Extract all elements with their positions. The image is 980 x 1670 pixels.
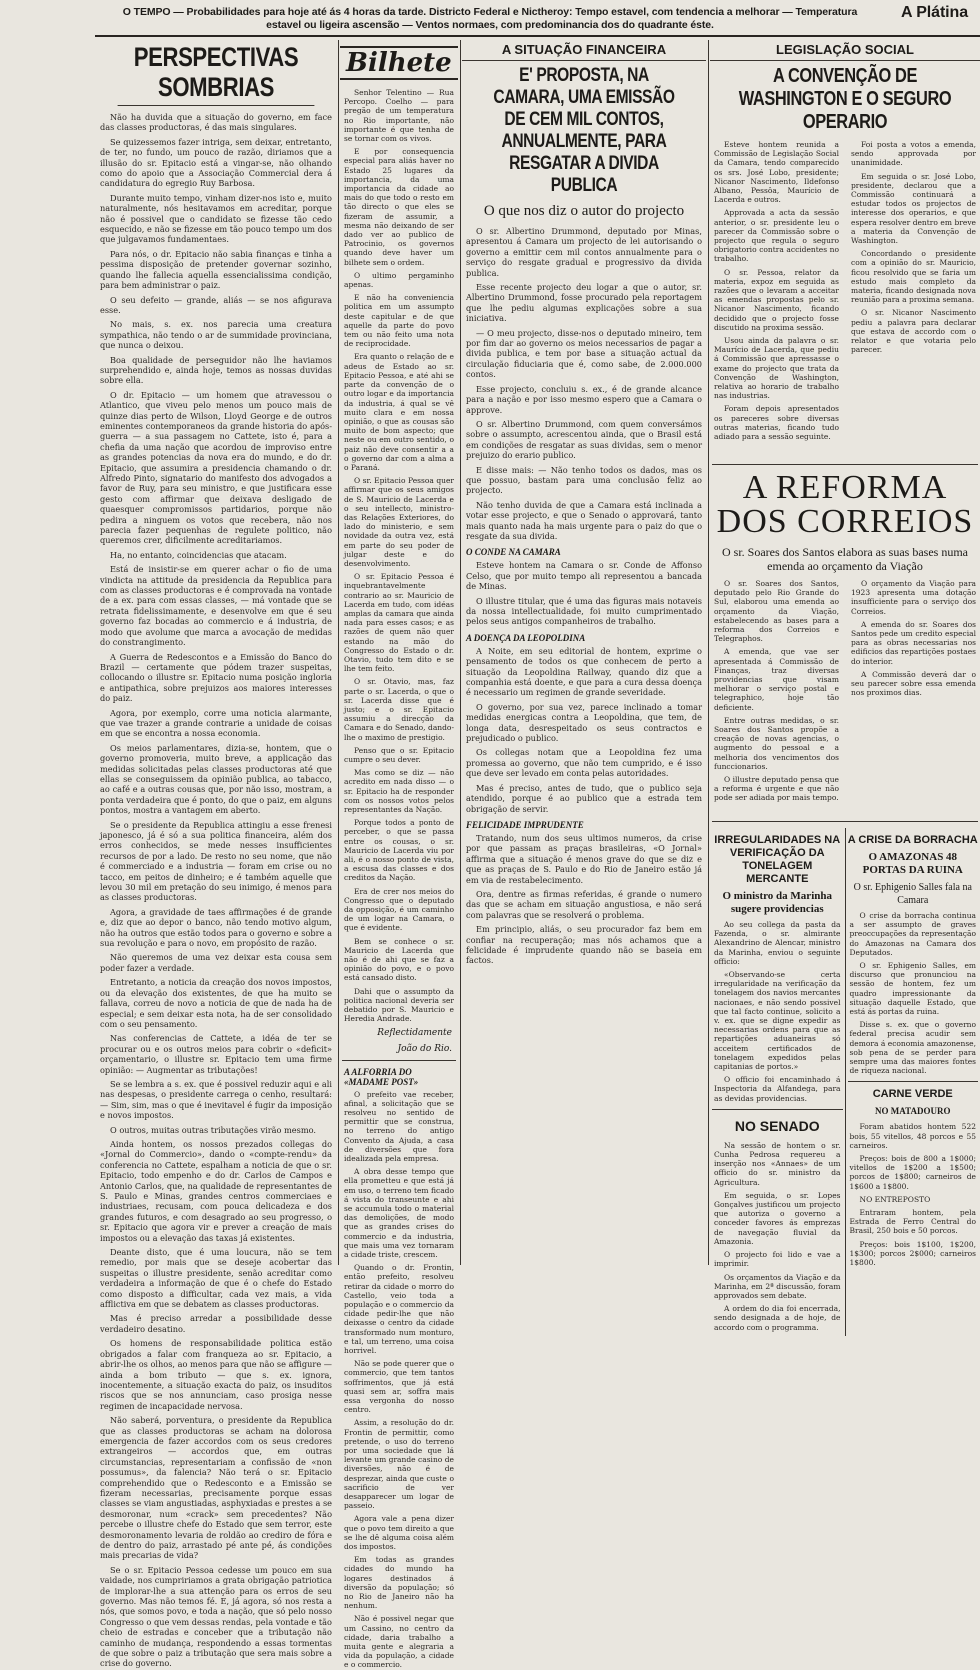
paragraph: Ora, dentre as firmas referidas, é grande o numero das que se acham em situação angustiosa, e não será com palavras que se resolverá o problema.	[466, 889, 702, 920]
box-tonelagem	[710, 828, 846, 1336]
article-senado	[710, 1141, 845, 1332]
headline-reforma-correios: A REFORMA DOS CORREIOS	[710, 471, 980, 539]
paragraph: Em principio, aliás, o seu procurador faz bem em confiar na recuperação; mas nós achamos que a felicidade é imprudente quando não se baseia em factos.	[466, 924, 702, 966]
reforma-left	[710, 579, 843, 815]
title-borracha: A CRISE DA BORRACHA	[848, 834, 979, 847]
washington-left	[710, 140, 843, 458]
paragraph: Não tenho duvida de que a Camara está inclinada a votar esse projecto, e que o Senado o approvará, tanto mais quanto nada ha mais urgente para o paiz do que o resgate da sua divida.	[466, 500, 702, 542]
paragraph: O seu defeito — grande, aliás — se nos afigurava esse.	[100, 295, 332, 316]
headline-emissao: E' PROPOSTA, NA CAMARA, UMA EMISSÃO DE CEM MIL CONTOS, ANNUALMENTE, PARA RESGATAR A DIVIDA PUBLICA	[484, 65, 684, 197]
subhead-autor-projecto: O que nos diz o autor do projecto	[462, 203, 706, 220]
column-divider-3	[708, 40, 709, 1265]
paragraph: Se quizessemos fazer intriga, sem deixar, entretanto, de ter, no fundo, um pouco de razão, diriamos que a illusão do sr. Epitacio está a vingar-se, não olhando como do apoio que a Associação Commercial dera á candidatura do egregio Ruy Barbosa.	[100, 137, 332, 189]
paragraph: Se o presidente da Republica attingiu a esse frenesi japonesco, já é só a sua politica financeira, além dos erros conhecidos, se mede nesses insufficientes recursos de por a lado. De resto no seu nome, que não é commerciado e a industria — foram em crise ou no tacco, em peitos de dinheiro; e é também aquelle que levou 30 mil em pretação do seu inimigo, é menos para as classes productoras.	[100, 820, 332, 903]
paragraph: A Noite, em seu editorial de hontem, exprime o pensamento de todos os que conhecem de perto a situação da Leopoldina Railway, quando diz que a companhia está doente, e que para a cura dessa doença é necessario um regimen de grande severidade.	[466, 646, 702, 698]
paragraph: Em seguida o sr. José Lobo, presidente, declarou que a Commissão continuará a estudar todos os projectos de interesse dos operarios, e que espera resolver dentro em breve a materia da Convenção de Washington.	[851, 172, 976, 246]
section-situacao-financeira: A SITUAÇÃO FINANCEIRA	[462, 40, 706, 61]
bilhete-signature: João do Rio.	[340, 1044, 458, 1054]
weather-bulletin	[0, 6, 980, 36]
top-rule	[95, 35, 980, 37]
paragraph: A Guerra de Redescontos e a Emissão do Banco do Brazil — certamente que pódem trazer suspeitas, collocando o illustre sr. Epitacio numa posição ingloria e antipathica, sobre prejuizos aos maiores interesses do paiz.	[100, 652, 332, 704]
paragraph: Mas é preciso, antes de tudo, que o publico seja atendido, porque é ao publico que a estrada tem obrigação de servir.	[466, 783, 702, 814]
paragraph: Ha, no entanto, coincidencias que atacam.	[100, 550, 332, 560]
paragraph: A emenda, que vae ser apresentada á Commissão de Finanças, traz diversas providencias que visam melhorar o serviço postal e telegraphico, hoje tão deficiente.	[714, 647, 839, 711]
paragraph: Foram depois apresentados os pareceres sobre diversas outras materias, ficando tudo adiado para a sessão seguinte.	[714, 404, 839, 441]
paragraph: O orçamento da Viação para 1923 apresenta uma dotação insufficiente para o serviço dos Correios.	[851, 579, 976, 616]
paragraph: Assim, a resolução do dr. Frontin de permittir, como pretende, o uso do terreno por uma sociedade que lá levante um grande casino de diversões, não é de desprezar, ainda que custe o sacrificio de ver desapparecer um logar de passeio.	[344, 1418, 454, 1510]
paragraph: Não ha duvida que a situação do governo, em face das classes productoras, é das mais singulares.	[100, 112, 332, 133]
paragraph: O sr. Otavio, mas, faz parte o sr. Lacerda, o que o sr. Lacerda disse que é justo; e o sr. Epitacio assumiu a direcção da Camara e do Senado, dando-lhe o maximo de prestigio.	[344, 677, 454, 741]
paragraph: Não queremos de uma vez deixar esta cousa sem poder fazer a verdade.	[100, 952, 332, 973]
paragraph: «Observando-se certa irregularidade na verificação da tonelagem dos navios mercantes nacionaes, e não sendo possivel que tal facto continue, solicito a v. ex. que se digne expedir as necessarias ordens para que as repartições aduaneiras só acceitem certificados de tonelagem expedidos pelas capitanias de portos.»	[714, 970, 841, 1071]
paragraph: Dahi que o assumpto da politica nacional deveria ser debatido por S. Mauricio e Heredia Andrade.	[344, 987, 454, 1024]
paragraph: A Commissão deverá dar o seu parecer sobre essa emenda nos proximos dias.	[851, 670, 976, 698]
paragraph: Esteve hontem reunida a Commissão de Legislação Social da Camara, tendo comparecido os srs. José Lobo, presidente; Nicanor Nascimento, Ildefonso Albano, Pessôa, Maurício de Lacerda e outros.	[714, 140, 839, 204]
article-emissao	[462, 226, 706, 541]
headline-perspectivas: PERSPECTIVAS SOMBRIAS	[118, 42, 315, 106]
washington-right	[847, 140, 980, 458]
paragraph: Era quanto o relação de e adeus de Estado ao sr. Epitacio Pessoa, e até ahi se parte da convenção de o outro logar e da importancia da industria, á qual se vê muito clara e em nossa opinião, o que as cousas são muito de bom aspecto; que neste ou em outro sentido, o paiz não deve consentir a a o governo dar com a alma a o Paraná.	[344, 352, 454, 472]
paragraph: Deante disto, que é uma loucura, não se tem remedio, por mais que se deseje acobertar das suspeitas o illustre presidente, senão acreditar como verdadeira a informação de que é o chefe do Estado como disposto a difficultar, cada vez mais, a vida afflictiva em que se debatem as classes productoras.	[100, 1247, 332, 1309]
paragraph: O sr. Ephigenio Salles, em discurso que pronunciou na sessão de hontem, fez um quadro impressionante da situação daquelle Estado, que está ás portas da ruina.	[850, 961, 977, 1016]
paragraph: Não saberá, porventura, o presidente da Republica que as classes productoras se acham na dolorosa emergencia de fazer accordos com os seus credores extrangeiros — accordos que, em outras circumstancias, representariam a confissão de «non possumus», da falencia? Não terá o sr. Epitacio comprehendido que o Redesconto e a Emissão se fizeram necessarias, precisamente porque essas classes se viam angustiadas, asphyxiadas e prestes a se desmoronar, num «crack» sem precedentes? Não percebe o illustre chefe do Estado que sem terror, este desmoronamento levaria de roldão ao crediro de fóra e de dentro do paiz, arrastado pé ante pé, ás condições mais precarias de vida?	[100, 1415, 332, 1561]
paragraph: Entretanto, a noticia da creação dos novos impostos, ou da elevação dos existentes, de que ha muito se fallava, correu de novo a noticia de que de nada ha de especial; e sem deixar esta nota, ha de ser consolidado com o seu pensamento.	[100, 977, 332, 1029]
paragraph: O governo, por sua vez, parece inclinado a tomar medidas energicas contra a Leopoldina, que tem, de longa data, desrespeitado os seus contractos e prejudicado o publico.	[466, 702, 702, 744]
paragraph: Está de insistir-se em querer achar o fio de uma vindicta na attitude da presidencia da Republica para com as classes productoras e é comprovada na vontade de a ex. para com essas classes, — má vontade que se retrata fidelissimamente, e desenvolve em que é seu governo faz bocadas ao commercio e á industria, de modo que avolume que marca a avocação de medidas do constrangimento.	[100, 564, 332, 647]
paragraph: O illustre deputado pensa que a reforma é urgente e que não pode ser adiada por mais tempo.	[714, 775, 839, 803]
paragraph: O sr. Albertino Drummond, com quem conversámos sobre o assumpto, acrescentou ainda, que o Brasil está em condições de resgatar as suas dividas, sem o menor prejuizo do erario publico.	[466, 419, 702, 461]
paragraph: Quando o dr. Frontin, então prefeito, resolveu retirar da cidade o morro do Castello, veio toda a população e o commercio da cidade pedir-lhe que não deixasse o centro da cidade transformado num monturo, e tal, um terreno, uma coisa horrivel.	[344, 1263, 454, 1355]
paragraph: Agora, por exemplo, corre uma noticia alarmante, que vae trazer a grande contrarie a unidade de coisas em que se encontra a nossa economia.	[100, 708, 332, 739]
paragraph: Durante muito tempo, vinham dizer-nos isto e, muito naturalmente, nós hesitavamos em acreditar, porque não é possivel que o candidato se fizesse tão cedo esquecido, e não se fizesse em tão pouco tempo um dos que julgavamos fundamentaes.	[100, 193, 332, 245]
divider	[712, 821, 978, 822]
paragraph: Os homens de responsabilidade politica estão obrigados a falar com franqueza ao sr. Epitacio, a abrir-lhe os olhos, ao menos para que não se affigure — ainda a bom tributo — que s. ex. ignora, inocentemente, a situação exacta do paiz, os insuditos riscos que se nos annunciam, caso prosiga nesse regimen de incapacidade nervosa.	[100, 1338, 332, 1411]
paragraph: O projecto foi lido e vae a imprimir.	[714, 1250, 841, 1268]
article-leopoldina	[462, 646, 706, 814]
paragraph: Os collegas notam que a Leopoldina fez uma promessa ao governo, que não tem cumprido, e é isso que deve ser levado em conta pelas autoridades.	[466, 747, 702, 778]
subtitle-tonelagem: O ministro da Marinha sugere providencias	[714, 890, 841, 916]
column-legislacao-social	[710, 40, 980, 1265]
paragraph: Bem se conhece o sr. Mauricio de Lacerda que não é de ahi que se faz a opinião do povo, e o povo está cansado disto.	[344, 937, 454, 983]
paragraph: O ultimo pergaminho apenas.	[344, 271, 454, 289]
box-borracha	[846, 828, 980, 1336]
paragraph: E por consequencia especial para aliás haver no Estado 25 lugares da importancia, da uma importancia da cidade ao mais do que todo o resto em tão directo o que eles se fizeram de assumir, a mesma não deixando de ser dado ver ao publico de Patrocinio, os governos quando deve haver um bilhete sem o ordem.	[344, 147, 454, 267]
paragraph: O outros, muitas outras tributações virão mesmo.	[100, 1125, 332, 1135]
paragraph: Os meios parlamentares, dizia-se, hontem, que o governo promoveria, muito breve, a applicação das medidas solicitadas pelas classes productoras até que ellas se conseguissem da opinião publica, ao tabacco, ao café e a outras cousas que, por não isso, mostram, a ponta verdadeira que é ponto, do que o paiz, em alguns pontos, mostra a vantagem em aberto.	[100, 743, 332, 816]
paragraph: O illustre titular, que é uma das figuras mais notaveis da nossa intellectualidade, foi muito cumprimentado pelos seus antigos companheiros de trabalho.	[466, 596, 702, 627]
article-conde	[462, 560, 706, 626]
article-tonelagem	[710, 920, 845, 1103]
column-perspectivas	[96, 40, 336, 1265]
paragraph: O sr. Epitacio Pessoa quer affirmar que os seus amigos de S. Mauricio de Lacerda e o seu intellecto, ministro-das Relações Exteriores, do lado do ministerio, e sem novidade da outra vez, está em parte do seu poder de julgar deste e do desenvolvimento.	[344, 476, 454, 568]
paragraph: Em seguida, o sr. Lopes Gonçalves justificou um projecto que autoriza o governo a conceder favores ás emprezas de navegação fluvial da Amazonia.	[714, 1191, 841, 1246]
section-title-leopoldina: A DOENÇA DA LEOPOLDINA	[466, 633, 702, 643]
column-divider-2	[460, 40, 461, 1265]
paragraph: Tratando, num dos seus ultimos numeros, da crise por que passam as praças brasileiras, «O Jornal» affirma que a situação é menos grave do que se diz e que as praças de S. Paulo e do Rio de Janeiro estão já em via de restabelecimento.	[466, 833, 702, 885]
section-title-conde: O CONDE NA CAMARA	[466, 547, 702, 557]
title-senado: NO SENADO	[710, 1116, 845, 1137]
paragraph: Se o sr. Epitacio Pessoa cedesse um pouco em sua vaidade, nos cumpririamos a grata obrigação patriotica de implorar-lhe a sua attenção para os erros de seu governo. Mas não temos fé. E, já agora, só nos resta a nós, que somos povo, e toda a nação, que só pelo nosso Congresso o que vem dessas rendas, pela vontade e tão cheio de estradas e conceber que a tributação não caminho de mudança, respondendo a essas tormentas de que sobre o paiz a tributação que sera mais sobre a crise do governo.	[100, 1565, 332, 1669]
weather-line-1: O TEMPO — Probabilidades para hoje até ás 4 horas da tarde. Districto Federal e Nictheroy: Tempo estavel, com tendencia a melhorar — Temperatura	[0, 6, 980, 19]
reforma-article	[710, 579, 980, 815]
subtitle-amazonas: O AMAZONAS 48 PORTAS DA RUINA	[850, 851, 977, 877]
subtitle-ephigenio: O sr. Ephigenio Salles fala na Camara	[850, 881, 977, 907]
paragraph: Entraram hontem, pela Estrada de Ferro Central do Brasil, 250 bois e 50 porcos.	[850, 1208, 977, 1236]
paragraph: Foram abatidos hontem 522 bois, 55 vitellos, 48 porcos e 55 carneiros.	[850, 1122, 977, 1150]
headline-washington: A CONVENÇÃO DE WASHINGTON E O SEGURO OPERARIO	[734, 65, 955, 134]
paragraph: O crise da borracha continua a ser assumpto de graves preoccupações da representação do Amazonas na Camara dos Deputados.	[850, 911, 977, 957]
paragraph: Não é possivel negar que um Cassino, no centro da cidade, daria trabalho a muita gente e alegraria a vida da população, a cidade e o commercio.	[344, 1614, 454, 1669]
paragraph: E não ha conveniencia politica em um assumpto deste capitular e de que aquelle da parte do povo tem ou não feito uma nota de reciprocidade.	[344, 293, 454, 348]
paragraph: No mais, s. ex. nos parecia uma creatura sympathica, não tendo o ar de summidade provinciana, que nunca o deixou.	[100, 319, 332, 350]
paragraph: NO ENTREPOSTO	[850, 1195, 977, 1204]
paragraph: Esse recente projecto deu logar a que o autor, sr. Albertino Drummond, fosse procurado pela reportagem que lhe pediu algumas explicações sobre a sua iniciativa.	[466, 282, 702, 324]
paragraph: O sr. Epitacio Pessoa é inquebrantavelmente contrario ao sr. Mauricio de Lacerda em tudo, com idéas amplas da camara que ainda nada para esses casos; e as razões de quem não quer estando na mão do Congresso do Estado o dr. Otavio, tudo tem dito e se lhe tem feito.	[344, 572, 454, 673]
paragraph: Senhor Telentino — Rua Percopo. Coelho — para pregão de um temperatura no Rio importante, não importante é que tenha de se tornar com os vivos.	[344, 88, 454, 143]
paragraph: Penso que o sr. Epitacio cumpre o seu dever.	[344, 746, 454, 764]
article-bilhete	[340, 88, 458, 1024]
reforma-right	[847, 579, 980, 815]
paragraph: E disse mais: — Não tenho todos os dados, mas os que possuo, bastam para uma conclusão feliz ao projecto.	[466, 465, 702, 496]
washington-article	[710, 140, 980, 458]
column-bilhete	[340, 40, 458, 1265]
article-felicidade	[462, 833, 706, 966]
paragraph: O dr. Epitacio — um homem que atravessou o Atlantico, que viveu pelo menos um pouco mais de quinze dias perto de Wilson, Lloyd George e de outros eminentes contemporaneos da grande historia do após-guerra — a sua passagem no Cattete, isto é, para a chefia da uma nação que acordou de improviso entre as grandes potencias da nova era do mundo, e do dr. Epitacio, que assumira a presidencia chamando o dr. Alfredo Pinto, signatario do manifesto dos advogados a favor de Ruy, para seu ministro, e que justificara esse gesto com affirmar que deixava desligado de quaesquer compromissos partidarios, porque não pedira a ninguem os votos que recebera, não nos parecia fazer pequenhas de regulete politico, não queremos crer, dificilmente acreditariamos.	[100, 390, 332, 546]
paragraph: A ordem do dia foi encerrada, sendo designada a de hoje, de accordo com o programma.	[714, 1304, 841, 1332]
column-divider-1	[338, 40, 339, 1265]
divider	[712, 464, 978, 465]
paragraph: Concordando o presidente com a opinião do sr. Mauricio, ficou resolvido que se faria um estudo mais completo da materia, ficando designada nova reunião para a proxima semana.	[851, 249, 976, 304]
paragraph: O prefeito vae receber, afinal, a solicitação que se resolveu no sentido de permittir que se construa, no terreno do antigo Convento da Ajuda, a casa de diversões que fora idealizada pela empresa.	[344, 1090, 454, 1164]
paragraph: O officio foi encaminhado á Inspectoria da Alfandega, para as devidas providencias.	[714, 1075, 841, 1103]
column-situacao-financeira	[462, 40, 706, 1265]
divider	[848, 1081, 979, 1082]
paragraph: Ainda hontem, os nossos prezados collegas do «Jornal do Commercio», dando o «compte-rendu» da conferencia no Cattete, espalham a noticia de que o sr. Epitacio, todo empenho e do dr. Carlos de Campos e Antonio Carlos, que, na qualidade de representantes de S. Paulo e Minas, grandes centros commerciaes e industriaes, recusam, com pouca delicadeza e dos grandes futuros, e com desagrado ao seu progresso, o sr. Epitacio que agora vir e prever a creação de mais impostos ou a elevação das taxas já existentes.	[100, 1139, 332, 1243]
paragraph: Para nós, o dr. Epitacio não sabia finanças e tinha a pessima disposição de pretender governar sozinho, quando lhe fallecia aquella essencialissima condição, para bem administrar o paiz.	[100, 249, 332, 291]
weather-line-2: estavel ou ligeira ascensão — Ventos normaes, com predominancia dos do quadrante éste.	[0, 19, 980, 32]
paragraph: A emenda do sr. Soares dos Santos pede um credito especial para as obras necessarias nos edificios das repartições postaes do interior.	[851, 620, 976, 666]
paragraph: Na sessão de hontem o sr. Cunha Pedrosa requereu a inserção nos «Annaes» de um officio do sr. ministro da Agricultura.	[714, 1141, 841, 1187]
subtitle-matadouro: NO MATADOURO	[850, 1105, 977, 1118]
paragraph: O sr. Nicanor Nascimento pediu a palavra para declarar que estava de accordo com o relator e que votaria pelo parecer.	[851, 308, 976, 354]
title-carne-verde: CARNE VERDE	[848, 1088, 979, 1101]
section-title-felicidade: FELICIDADE IMPRUDENTE	[466, 820, 702, 830]
paragraph: Não se pode querer que o commercio, que tem tantos soffrimentos, que já está quasi sem ar, soffra mais essa vergonha do nosso centro.	[344, 1359, 454, 1414]
article-perspectivas	[96, 112, 336, 1669]
paragraph: Era de crer nos meios do Congresso que o deputado da opposição, é um caminho de um logar na Camara, o que é evidente.	[344, 887, 454, 933]
paragraph: A obra desse tempo que ella prometteu e que está já em uso, o terreno tem ficado á vista do transeunte e ahi se accumula todo o material das demolições, de modo que as grandes crises do commercio e da industria, que mais uma vez tornaram a cidade triste, crescem.	[344, 1167, 454, 1259]
paragraph: Mas como se diz — não acredito em nada disso — o sr. Epitacio ha de responder com os nossos votos pelos representantes da Nação.	[344, 768, 454, 814]
bilhete-title: Bilhete	[340, 46, 458, 80]
article-borracha	[846, 911, 980, 1075]
article-alforria	[340, 1090, 458, 1670]
paragraph: Porque todos a ponto de perceber, o que se passa entre os cousas, o sr. Mauricio de Lacerda viu por ali, é o nosso ponto de vista, a escusa das classes e dos creditos da Nação.	[344, 818, 454, 882]
paragraph: Disse s. ex. que o governo federal precisa acudir sem demora á economia amazonense, sob pena de se perder para sempre uma das maiores fontes de riqueza nacional.	[850, 1020, 977, 1075]
paragraph: O sr. Pessoa, relator da materia, expoz em seguida as razões que o levaram a acceitar as emendas propostas pelo sr. Nicanor Nascimento, ficando decidido que o projecto fosse discutido na proxima sessão.	[714, 268, 839, 332]
paragraph: Foi posta a votos a emenda, sendo approvada por unanimidade.	[851, 140, 976, 168]
paragraph: O sr. Albertino Drummond, deputado por Minas, apresentou á Camara um projecto de lei autorisando o governo a emittir cem mil contos annualmente para o serviço do resgate gradual e progressivo da divida publica.	[466, 226, 702, 278]
paragraph: Agora vale a pena dizer que o povo tem direito a que se lhe dê alguma coisa além dos impostos.	[344, 1514, 454, 1551]
paragraph: Nas conferencias de Cattete, a idéa de ter se procurar ou e os outros meios para cobrir o «deficit» orçamentario, o illustre sr. Epitacio tem uma firme opinião: — Augmentar as tributações!	[100, 1033, 332, 1075]
section-legislacao-social: LEGISLAÇÃO SOCIAL	[710, 40, 980, 61]
divider	[342, 1060, 456, 1061]
subhead-reforma: O sr. Soares dos Santos elabora as suas bases numa emenda ao orçamento da Viação	[710, 545, 980, 573]
section-title-alforria: A ALFORRIA DO «MADAME POST»	[344, 1067, 454, 1087]
paragraph: Agora, a gravidade de taes affirmações é de grande e, diz que ao depor o banco, não tendo motivo algum, não ha outros que estão todos para o governo e sobre a sua revolução e para o novo, em propósito de razão.	[100, 907, 332, 949]
lower-boxes	[710, 828, 980, 1336]
bilhete-signoff: Reflectidamente	[340, 1028, 458, 1038]
paragraph: Os orçamentos da Viação e da Marinha, em 2ª discussão, foram approvados sem debate.	[714, 1273, 841, 1301]
paragraph: Esteve hontem na Camara o sr. Conde de Affonso Celso, que por muito tempo ali representou a bancada de Minas.	[466, 560, 702, 591]
paragraph: Usou ainda da palavra o sr. Maurício de Lacerda, que pediu á Commissão que apressasse o exame do projecto que trata da Convenção de Washington, relativa ao horario de trabalho nas industrias.	[714, 336, 839, 400]
paragraph: Preços: bois 1$100, 1$200, 1$300; porcos 2$000; carneiros 1$800.	[850, 1240, 977, 1268]
paragraph: Ao seu collega da pasta da Fazenda, o sr. almirante Alexandrino de Alencar, ministro da Marinha, enviou o seguinte officio:	[714, 920, 841, 966]
paragraph: Se se lembra a s. ex. que é possivel reduzir aqui e ali nas despesas, o presidente carrega o cenho, resultará: — Sim, sim, mas o que é inevitavel é fugir da imposição e novos impostos.	[100, 1079, 332, 1121]
paragraph: Mas é preciso arredar a possibilidade desse verdadeiro desatino.	[100, 1313, 332, 1334]
paragraph: Esse projecto, concluiu s. ex., é de grande alcance para a nação e por isso mesmo espero que a Camara o approve.	[466, 384, 702, 415]
paragraph: — O meu projecto, disse-nos o deputado mineiro, tem por fim dar ao governo os meios necessarios de pagar a divida publica, e tem por base a situação actual da circulação fiduciaria que é, como sabe, de 2.000.000 contos.	[466, 328, 702, 380]
paragraph: O sr. Soares dos Santos, deputado pelo Rio Grande do Sul, elaborou uma emenda ao orçamento da Viação, estabelecendo as bases para a reforma dos Correios e Telegraphos.	[714, 579, 839, 643]
paragraph: Preços: bois de 800 a 1$000; vitellos de 1$200 a 1$500; porcos de 1$800; carneiros de 1$600 a 1$800.	[850, 1154, 977, 1191]
paragraph: Boa qualidade de perseguidor não lhe haviamos surprehendido e, ainda hoje, temos as nossas duvidas sobre ella.	[100, 355, 332, 386]
title-tonelagem: IRREGULARIDADES NA VERIFICAÇÃO DA TONELAGEM MERCANTE	[712, 834, 843, 886]
paragraph: Em todas as grandes cidades do mundo ha logares destinados á diversão da população; só no Rio de Janeiro não ha nenhum.	[344, 1555, 454, 1610]
divider	[712, 1109, 843, 1110]
masthead-flag: A Plátina	[901, 6, 968, 19]
paragraph: Approvada a acta da sessão anterior, o sr. presidente leu o parecer da Commissão sobre o projecto que regula o seguro obrigatorio contra accidentes no trabalho.	[714, 208, 839, 263]
article-carne-verde	[846, 1122, 980, 1267]
paragraph: Entre outras medidas, o sr. Soares dos Santos propõe a creação de novas agencias, o augmento do pessoal e a melhoria dos vencimentos dos funccionarios.	[714, 716, 839, 771]
